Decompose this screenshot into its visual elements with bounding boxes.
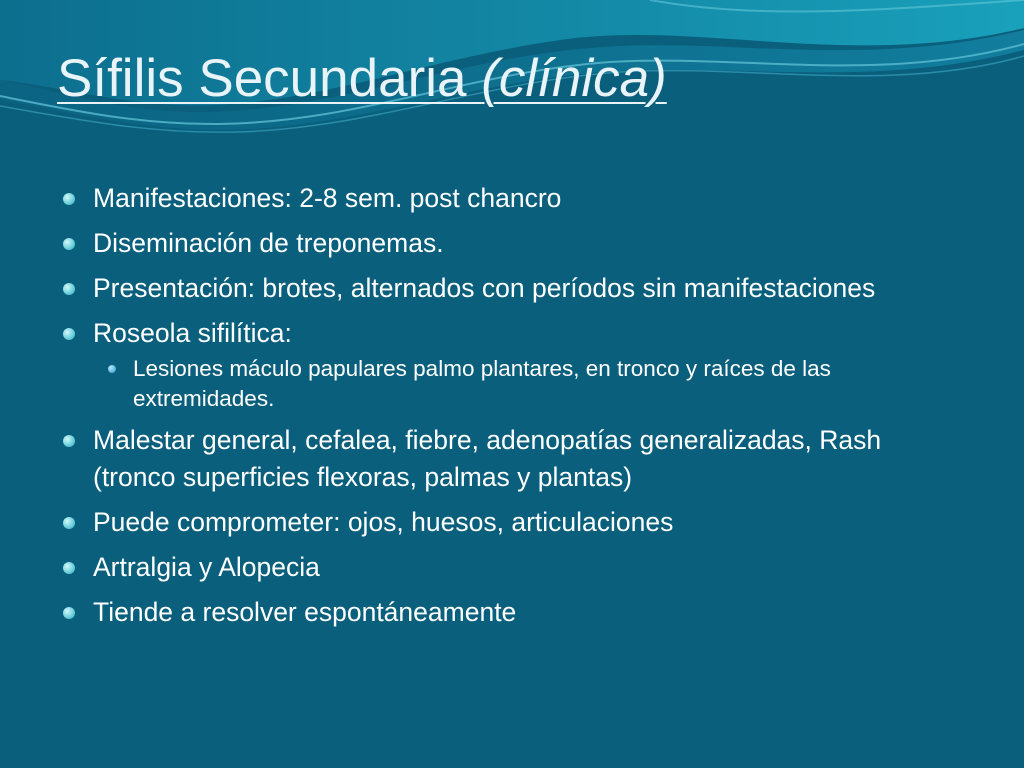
bullet-dot-icon (63, 238, 75, 250)
bullet-text: Manifestaciones: 2-8 sem. post chancro (93, 183, 562, 213)
bullet-item (62, 504, 962, 541)
bullet-item (62, 225, 962, 262)
bullet-item (62, 594, 962, 631)
bullet-dot-icon (63, 328, 75, 340)
bullet-dot-icon (63, 283, 75, 295)
bullet-item (62, 422, 962, 496)
sub-bullet-dot-icon (108, 365, 116, 373)
bullet-list (62, 180, 962, 631)
title-main: Sífilis Secundaria (57, 49, 467, 108)
bullet-dot-icon (63, 517, 75, 529)
bullet-dot-icon (63, 562, 75, 574)
bullet-item (62, 270, 962, 307)
bullet-dot-icon (63, 193, 75, 205)
bullet-text: Malestar general, cefalea, fiebre, adenopatías generalizadas, Rash (tronco superficies flexoras, palmas y plantas) (93, 425, 882, 492)
title-italic: (clínica) (481, 49, 667, 108)
bullet-text: Tiende a resolver espontáneamente (93, 597, 517, 627)
bullet-item (62, 315, 962, 414)
bullet-text: Puede comprometer: ojos, huesos, articulaciones (93, 507, 674, 537)
sub-bullet-text: Lesiones máculo papulares palmo plantares, en tronco y raíces de las extremidades. (133, 356, 831, 411)
bullet-item (62, 180, 962, 217)
sub-bullet-list (93, 354, 962, 414)
bullet-text: Roseola sifilítica: (93, 318, 292, 348)
bullet-dot-icon (63, 435, 75, 447)
bullet-item (62, 549, 962, 586)
bullet-text: Artralgia y Alopecia (93, 552, 320, 582)
bullet-list-container (62, 180, 962, 639)
sub-bullet-item (93, 354, 962, 414)
bullet-text: Presentación: brotes, alternados con períodos sin manifestaciones (93, 273, 876, 303)
bullet-text: Diseminación de treponemas. (93, 228, 444, 258)
slide-title (57, 44, 667, 114)
bullet-dot-icon (63, 607, 75, 619)
